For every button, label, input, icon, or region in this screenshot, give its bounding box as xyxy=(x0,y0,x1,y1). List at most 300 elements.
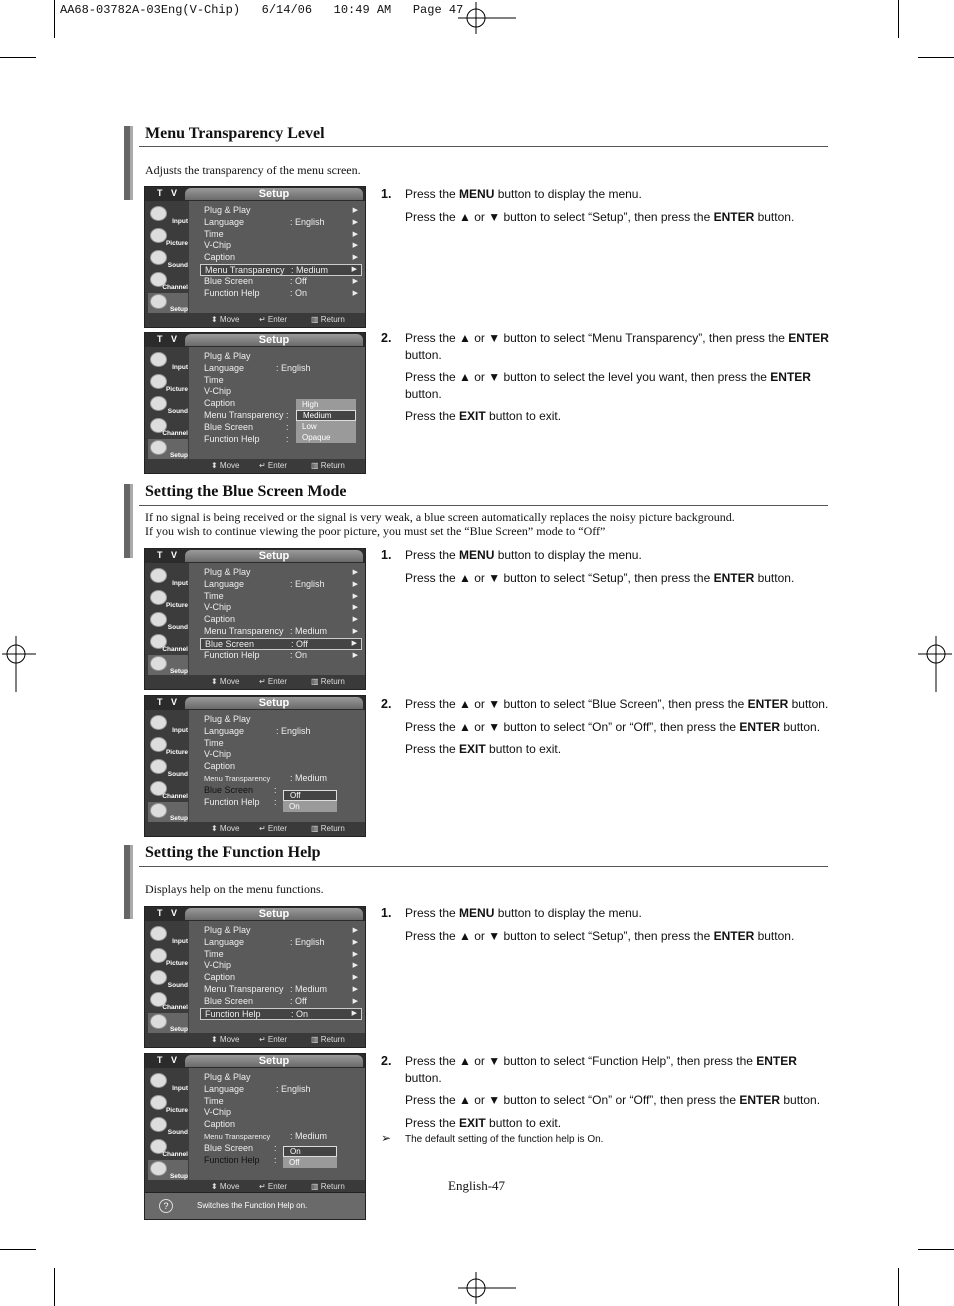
osd-sidebar-label: Setup xyxy=(169,306,188,313)
osd-sidebar-label: Setup xyxy=(169,668,188,675)
osd-row-label: Menu Transparency xyxy=(204,409,284,420)
osd-sidebar-label: Sound xyxy=(167,408,188,415)
step-number: 2. xyxy=(381,331,392,345)
osd-glyph-icon xyxy=(150,374,167,389)
section-rule xyxy=(139,505,828,506)
osd-menu-row xyxy=(200,1008,362,1020)
osd-row-value: : xyxy=(274,784,277,795)
osd-row-label: Caption xyxy=(204,761,236,772)
osd-return-hint: ▥ Return xyxy=(311,1182,345,1191)
osd-menu-row xyxy=(200,937,362,949)
osd-row-label: Blue Screen xyxy=(204,275,254,286)
osd-glyph-icon xyxy=(150,352,167,367)
osd-row-label: Language xyxy=(204,1083,245,1094)
osd-menu-row xyxy=(200,996,362,1008)
osd-menu-row xyxy=(200,738,362,750)
osd-sidebar xyxy=(145,710,189,822)
osd-topbar xyxy=(145,187,365,201)
osd-glyph-icon xyxy=(150,228,167,243)
osd-row-label: Function Help xyxy=(204,1154,260,1165)
step-text: Press the ▲ or ▼ button to select “Blue Screen”, then press the ENTER button. Press the ▲ or ▼ button to select “On” or “Off”, then press the ENTER button. Press the EXIT button to exit. xyxy=(405,697,829,756)
osd-menu-row xyxy=(200,1096,362,1108)
section-bar xyxy=(124,484,133,558)
osd-enter-hint: ↵ Enter xyxy=(259,677,288,686)
osd-row-label: Function Help xyxy=(204,433,260,444)
osd-sidebar-label: Channel xyxy=(162,1151,188,1158)
osd-bottom-bar xyxy=(145,1033,365,1047)
osd-return-hint: ▥ Return xyxy=(311,824,345,833)
step-text: Press the ▲ or ▼ button to select “Function Help”, then press the ENTER button. Press the ▲ or ▼ button to select “On” or “Off”, then press the ENTER button. Press the EXIT button to exit. xyxy=(405,1054,821,1130)
osd-row-label: Function Help xyxy=(204,649,260,660)
osd-sidebar-label: Setup xyxy=(169,452,188,459)
osd-glyph-icon xyxy=(150,568,167,583)
osd-row-arrow-icon: ▶ xyxy=(352,651,358,659)
osd-option: On xyxy=(289,802,300,811)
osd-row-label: Caption xyxy=(204,614,236,625)
osd-row-value: : English xyxy=(276,362,311,373)
osd-glyph-icon xyxy=(150,1014,167,1029)
osd-blue-popup xyxy=(144,695,366,837)
osd-menu-row xyxy=(200,925,362,937)
osd-sidebar xyxy=(145,921,189,1033)
osd-topbar xyxy=(145,907,365,921)
osd-help-popup xyxy=(144,1053,366,1195)
osd-return-hint: ▥ Return xyxy=(311,677,345,686)
osd-menu-row xyxy=(200,797,362,809)
osd-bottom-bar xyxy=(145,313,365,327)
osd-enter-hint: ↵ Enter xyxy=(259,461,288,470)
osd-row-arrow-icon: ▶ xyxy=(352,962,358,970)
osd-row-label: Menu Transparency xyxy=(204,625,284,636)
osd-menu-row xyxy=(200,240,362,252)
osd-row-value: : xyxy=(286,421,289,432)
osd-menu-row xyxy=(200,785,362,797)
osd-sidebar-input-icon xyxy=(148,714,188,734)
section-title-transparency: Menu Transparency Level xyxy=(145,125,325,142)
osd-sidebar-label: Picture xyxy=(165,749,188,756)
osd-row-value: : Off xyxy=(290,995,307,1006)
osd-glyph-icon xyxy=(150,715,167,730)
osd-title: Setup xyxy=(185,908,363,920)
osd-tv-label: T V xyxy=(157,334,181,344)
step-number: 1. xyxy=(381,906,392,920)
osd-sidebar-channel-icon xyxy=(148,780,188,800)
osd-row-label: Plug & Play xyxy=(204,714,251,724)
osd-return-hint: ▥ Return xyxy=(311,461,345,470)
osd-glyph-icon xyxy=(150,1095,167,1110)
osd-bottom-bar xyxy=(145,675,365,689)
osd-menu-row xyxy=(200,229,362,241)
osd-move-hint: ⬍ Move xyxy=(211,677,240,686)
step-text: Press the MENU button to display the menu. Press the ▲ or ▼ button to select “Setup”, then press the ENTER button. xyxy=(405,187,795,224)
osd-sidebar xyxy=(145,1068,189,1180)
step-text: Press the MENU button to display the menu. Press the ▲ or ▼ button to select “Setup”, then press the ENTER button. xyxy=(405,906,795,943)
osd-menu-list xyxy=(200,205,362,300)
osd-move-hint: ⬍ Move xyxy=(211,1182,240,1191)
osd-sidebar-label: Picture xyxy=(165,602,188,609)
osd-row-arrow-icon: ▶ xyxy=(352,207,358,214)
osd-row-arrow-icon: ▶ xyxy=(352,230,358,238)
osd-glyph-icon xyxy=(150,1161,167,1176)
osd-menu-row xyxy=(200,264,362,276)
osd-tv-label: T V xyxy=(157,550,181,560)
osd-glyph-icon xyxy=(150,970,167,985)
osd-row-value: : xyxy=(274,1154,277,1165)
note-arrow-icon: ➢ xyxy=(381,1131,392,1145)
osd-menu-row xyxy=(200,749,362,761)
osd-row-label: Blue Screen xyxy=(205,638,255,649)
osd-sidebar-picture-icon xyxy=(148,589,188,609)
osd-sidebar-setup-icon xyxy=(148,1013,188,1033)
osd-enter-hint: ↵ Enter xyxy=(259,1182,288,1191)
osd-title: Setup xyxy=(185,188,363,200)
section-title-blue-screen: Setting the Blue Screen Mode xyxy=(145,483,347,500)
osd-sidebar-setup-icon xyxy=(148,802,188,822)
osd-glyph-icon xyxy=(150,759,167,774)
osd-setup-menu xyxy=(144,186,366,328)
osd-row-label: Caption xyxy=(204,972,236,983)
section-rule xyxy=(139,866,828,867)
section-desc-transparency: Adjusts the transparency of the menu screen. xyxy=(145,163,361,177)
step-number: 2. xyxy=(381,1054,392,1068)
osd-sidebar-label: Input xyxy=(172,938,188,945)
osd-sidebar-channel-icon xyxy=(148,633,188,653)
osd-sidebar-input-icon xyxy=(148,925,188,945)
osd-glyph-icon xyxy=(150,803,167,818)
osd-title: Setup xyxy=(185,334,363,346)
osd-row-label: Plug & Play xyxy=(204,567,251,577)
help-bar xyxy=(144,1192,366,1220)
osd-row-value: : xyxy=(274,1142,277,1153)
osd-glyph-icon xyxy=(150,396,167,411)
osd-row-arrow-icon: ▶ xyxy=(352,242,358,250)
osd-row-label: V-Chip xyxy=(204,749,232,760)
osd-topbar xyxy=(145,1054,365,1068)
osd-sidebar-sound-icon xyxy=(148,1116,188,1136)
osd-sidebar-label: Sound xyxy=(167,771,188,778)
osd-glyph-icon xyxy=(150,590,167,605)
osd-row-arrow-icon: ▶ xyxy=(352,604,358,612)
osd-row-value: : xyxy=(286,433,289,444)
step-text: Press the ▲ or ▼ button to select “Menu Transparency”, then press the ENTER button. Press the ▲ or ▼ button to select the level you want, then press the ENTER button. Press the EXIT button to exit. xyxy=(405,331,829,423)
osd-row-value: : Medium xyxy=(290,983,328,994)
osd-row-label: Plug & Play xyxy=(204,205,251,215)
osd-row-value: : On xyxy=(291,1008,309,1019)
osd-row-value: : Medium xyxy=(291,264,329,275)
osd-transparency-options xyxy=(296,399,356,443)
osd-menu-row xyxy=(200,984,362,996)
osd-sidebar-label: Sound xyxy=(167,624,188,631)
section-bar xyxy=(124,126,133,200)
osd-sidebar-label: Input xyxy=(172,1085,188,1092)
osd-row-value: : On xyxy=(290,287,308,298)
osd-menu-row xyxy=(200,614,362,626)
osd-row-value: : Off xyxy=(291,638,308,649)
print-header: AA68-03782A-03Eng(V-Chip) 6/14/06 10:49 AM Page 47 xyxy=(60,3,464,17)
osd-row-label: V-Chip xyxy=(204,240,232,251)
osd-sidebar-setup-icon xyxy=(148,655,188,675)
osd-setup-menu-blue xyxy=(144,548,366,690)
osd-row-label: Time xyxy=(204,948,224,959)
osd-option: Off xyxy=(289,1158,300,1167)
osd-menu-row xyxy=(200,591,362,603)
osd-row-label: Time xyxy=(204,1095,224,1106)
osd-row-label: Blue Screen xyxy=(204,421,254,432)
osd-row-label: Blue Screen xyxy=(204,784,254,795)
osd-row-label: Plug & Play xyxy=(204,1072,251,1082)
osd-return-hint: ▥ Return xyxy=(311,315,345,324)
osd-glyph-icon xyxy=(150,1073,167,1088)
osd-sidebar-channel-icon xyxy=(148,417,188,437)
osd-menu-row xyxy=(200,773,362,785)
osd-menu-row xyxy=(200,386,362,398)
osd-row-value: : English xyxy=(290,936,325,947)
osd-option: High xyxy=(302,400,319,409)
section-rule xyxy=(139,146,828,147)
osd-glyph-icon xyxy=(150,948,167,963)
section-desc-blue-screen: If no signal is being received or the signal is very weak, a blue screen automatically replaces the noisy picture background. If you wish to continue viewing the poor picture, you must set the “Blue Screen” mode to “Off” xyxy=(145,510,735,538)
osd-menu-row xyxy=(200,276,362,288)
osd-return-hint: ▥ Return xyxy=(311,1035,345,1044)
osd-row-label: Plug & Play xyxy=(204,925,251,935)
osd-sidebar-label: Picture xyxy=(165,386,188,393)
osd-sidebar-label: Setup xyxy=(169,1026,188,1033)
osd-enter-hint: ↵ Enter xyxy=(259,824,288,833)
osd-row-arrow-icon: ▶ xyxy=(352,985,358,993)
osd-menu-list xyxy=(200,1072,362,1166)
osd-glyph-icon xyxy=(150,250,167,265)
osd-row-label: Caption xyxy=(204,1119,236,1130)
osd-onoff-options xyxy=(283,1146,337,1168)
step-number: 2. xyxy=(381,697,392,711)
section-title-function-help: Setting the Function Help xyxy=(145,844,321,861)
osd-sidebar-label: Sound xyxy=(167,982,188,989)
osd-menu-row xyxy=(200,960,362,972)
osd-menu-row xyxy=(200,1119,362,1131)
osd-sidebar-label: Input xyxy=(172,580,188,587)
osd-row-arrow-icon: ▶ xyxy=(351,265,357,273)
osd-row-arrow-icon: ▶ xyxy=(352,277,358,285)
osd-row-label: Plug & Play xyxy=(204,351,251,361)
osd-sidebar-label: Channel xyxy=(162,1004,188,1011)
osd-menu-row xyxy=(200,602,362,614)
osd-sidebar-label: Input xyxy=(172,727,188,734)
osd-row-label: Time xyxy=(204,228,224,239)
osd-move-hint: ⬍ Move xyxy=(211,824,240,833)
osd-menu-row xyxy=(200,351,362,363)
osd-row-value: : On xyxy=(290,649,308,660)
osd-menu-row xyxy=(200,217,362,229)
help-text: Switches the Function Help on. xyxy=(197,1201,308,1210)
osd-sidebar-picture-icon xyxy=(148,736,188,756)
osd-sidebar-label: Channel xyxy=(162,793,188,800)
osd-tv-label: T V xyxy=(157,908,181,918)
osd-row-label: Blue Screen xyxy=(204,1142,254,1153)
osd-row-label: Time xyxy=(204,590,224,601)
osd-enter-hint: ↵ Enter xyxy=(259,315,288,324)
osd-sidebar-input-icon xyxy=(148,567,188,587)
osd-sidebar-picture-icon xyxy=(148,373,188,393)
osd-sidebar-setup-icon xyxy=(148,1160,188,1180)
osd-row-label: Blue Screen xyxy=(204,995,254,1006)
osd-menu-row xyxy=(200,949,362,961)
osd-sidebar-sound-icon xyxy=(148,758,188,778)
osd-option: Off xyxy=(283,790,337,801)
osd-move-hint: ⬍ Move xyxy=(211,461,240,470)
osd-sidebar-input-icon xyxy=(148,351,188,371)
osd-row-value: : Medium xyxy=(290,772,328,783)
osd-menu-list xyxy=(200,714,362,808)
page-number: English-47 xyxy=(448,1178,506,1193)
osd-row-arrow-icon: ▶ xyxy=(352,997,358,1005)
osd-row-label: Language xyxy=(204,216,245,227)
osd-row-label: Language xyxy=(204,725,245,736)
osd-row-arrow-icon: ▶ xyxy=(352,592,358,600)
osd-menu-row xyxy=(200,1072,362,1084)
osd-menu-row xyxy=(200,579,362,591)
osd-sidebar-label: Channel xyxy=(162,646,188,653)
osd-sidebar-label: Input xyxy=(172,218,188,225)
osd-bottom-bar xyxy=(145,459,365,473)
osd-tv-label: T V xyxy=(157,1055,181,1065)
osd-sidebar-setup-icon xyxy=(148,439,188,459)
osd-sidebar-label: Setup xyxy=(169,1173,188,1180)
osd-tv-label: T V xyxy=(157,188,181,198)
osd-transparency-popup xyxy=(144,332,366,474)
osd-sidebar-label: Sound xyxy=(167,1129,188,1136)
osd-topbar xyxy=(145,333,365,347)
step-text: Press the MENU button to display the menu. Press the ▲ or ▼ button to select “Setup”, then press the ENTER button. xyxy=(405,548,795,585)
osd-row-value: : Medium xyxy=(290,625,328,636)
osd-menu-row xyxy=(200,375,362,387)
osd-menu-list xyxy=(200,925,362,1020)
osd-topbar xyxy=(145,549,365,563)
osd-menu-row xyxy=(200,363,362,375)
osd-row-label: V-Chip xyxy=(204,602,232,613)
osd-row-label: Caption xyxy=(204,398,236,409)
osd-row-value: : English xyxy=(276,725,311,736)
osd-menu-row xyxy=(200,252,362,264)
step-number: 1. xyxy=(381,187,392,201)
osd-row-label: Language xyxy=(204,362,245,373)
osd-sidebar-label: Input xyxy=(172,364,188,371)
osd-sidebar-sound-icon xyxy=(148,611,188,631)
osd-row-label: Menu Transparency xyxy=(205,264,285,275)
osd-row-label: Menu Transparency xyxy=(204,983,284,994)
osd-row-arrow-icon: ▶ xyxy=(351,1009,357,1017)
note-text: The default setting of the function help is On. xyxy=(405,1134,604,1145)
osd-glyph-icon xyxy=(150,1117,167,1132)
osd-glyph-icon xyxy=(150,737,167,752)
osd-row-label: Time xyxy=(204,737,224,748)
osd-row-arrow-icon: ▶ xyxy=(352,569,358,576)
osd-row-label: Function Help xyxy=(204,796,260,807)
osd-sidebar-label: Sound xyxy=(167,262,188,269)
osd-row-value: : English xyxy=(290,578,325,589)
osd-menu-row xyxy=(200,1155,362,1167)
osd-sidebar-label: Channel xyxy=(162,284,188,291)
osd-menu-row xyxy=(200,714,362,726)
osd-row-arrow-icon: ▶ xyxy=(352,254,358,262)
osd-title: Setup xyxy=(185,697,363,709)
step-number: 1. xyxy=(381,548,392,562)
osd-glyph-icon xyxy=(150,656,167,671)
osd-row-arrow-icon: ▶ xyxy=(352,938,358,946)
osd-menu-row xyxy=(200,761,362,773)
osd-row-arrow-icon: ▶ xyxy=(352,616,358,624)
osd-topbar xyxy=(145,696,365,710)
osd-glyph-icon xyxy=(150,612,167,627)
osd-tv-label: T V xyxy=(157,697,181,707)
osd-row-label: V-Chip xyxy=(204,386,232,397)
osd-option: On xyxy=(283,1146,337,1157)
osd-move-hint: ⬍ Move xyxy=(211,1035,240,1044)
osd-title: Setup xyxy=(185,1055,363,1067)
osd-glyph-icon xyxy=(150,440,167,455)
osd-onoff-options xyxy=(283,790,337,812)
osd-title: Setup xyxy=(185,550,363,562)
osd-sidebar-label: Channel xyxy=(162,430,188,437)
osd-sidebar-input-icon xyxy=(148,1072,188,1092)
osd-menu-row xyxy=(200,1084,362,1096)
osd-bottom-bar xyxy=(145,822,365,836)
osd-sidebar xyxy=(145,563,189,675)
osd-sidebar-label: Picture xyxy=(165,1107,188,1114)
section-desc-function-help: Displays help on the menu functions. xyxy=(145,882,324,896)
osd-row-arrow-icon: ▶ xyxy=(351,639,357,647)
osd-row-arrow-icon: ▶ xyxy=(352,289,358,297)
osd-setup-menu-help xyxy=(144,906,366,1048)
osd-menu-row xyxy=(200,650,362,662)
osd-menu-row xyxy=(200,726,362,738)
section-bar xyxy=(124,845,133,919)
osd-menu-list xyxy=(200,567,362,662)
osd-glyph-icon xyxy=(150,206,167,221)
osd-row-label: Language xyxy=(204,936,245,947)
osd-row-label: V-Chip xyxy=(204,1107,232,1118)
osd-sidebar-sound-icon xyxy=(148,395,188,415)
osd-row-label: Caption xyxy=(204,252,236,263)
osd-menu-row xyxy=(200,1131,362,1143)
help-question-icon: ? xyxy=(159,1199,173,1213)
osd-row-label: Time xyxy=(204,374,224,385)
osd-row-value: : Off xyxy=(290,275,307,286)
osd-sidebar-label: Picture xyxy=(165,240,188,247)
osd-sidebar-input-icon xyxy=(148,205,188,225)
osd-row-label: Menu Transparency xyxy=(204,773,271,783)
osd-row-arrow-icon: ▶ xyxy=(352,927,358,934)
osd-sidebar xyxy=(145,201,189,313)
osd-row-label: Function Help xyxy=(205,1008,261,1019)
osd-row-arrow-icon: ▶ xyxy=(352,950,358,958)
registration-mark-left xyxy=(2,636,36,692)
osd-row-label: V-Chip xyxy=(204,960,232,971)
osd-option: Low xyxy=(302,422,317,431)
osd-sidebar-label: Setup xyxy=(169,815,188,822)
osd-row-arrow-icon: ▶ xyxy=(352,627,358,635)
osd-sidebar-setup-icon xyxy=(148,293,188,313)
osd-sidebar xyxy=(145,347,189,459)
osd-enter-hint: ↵ Enter xyxy=(259,1035,288,1044)
osd-row-value: : English xyxy=(290,216,325,227)
osd-row-value: : xyxy=(274,796,277,807)
osd-row-value: : English xyxy=(276,1083,311,1094)
osd-glyph-icon xyxy=(150,926,167,941)
osd-menu-row xyxy=(200,626,362,638)
osd-menu-row xyxy=(200,288,362,300)
osd-option: Medium xyxy=(296,410,356,421)
osd-row-arrow-icon: ▶ xyxy=(352,580,358,588)
